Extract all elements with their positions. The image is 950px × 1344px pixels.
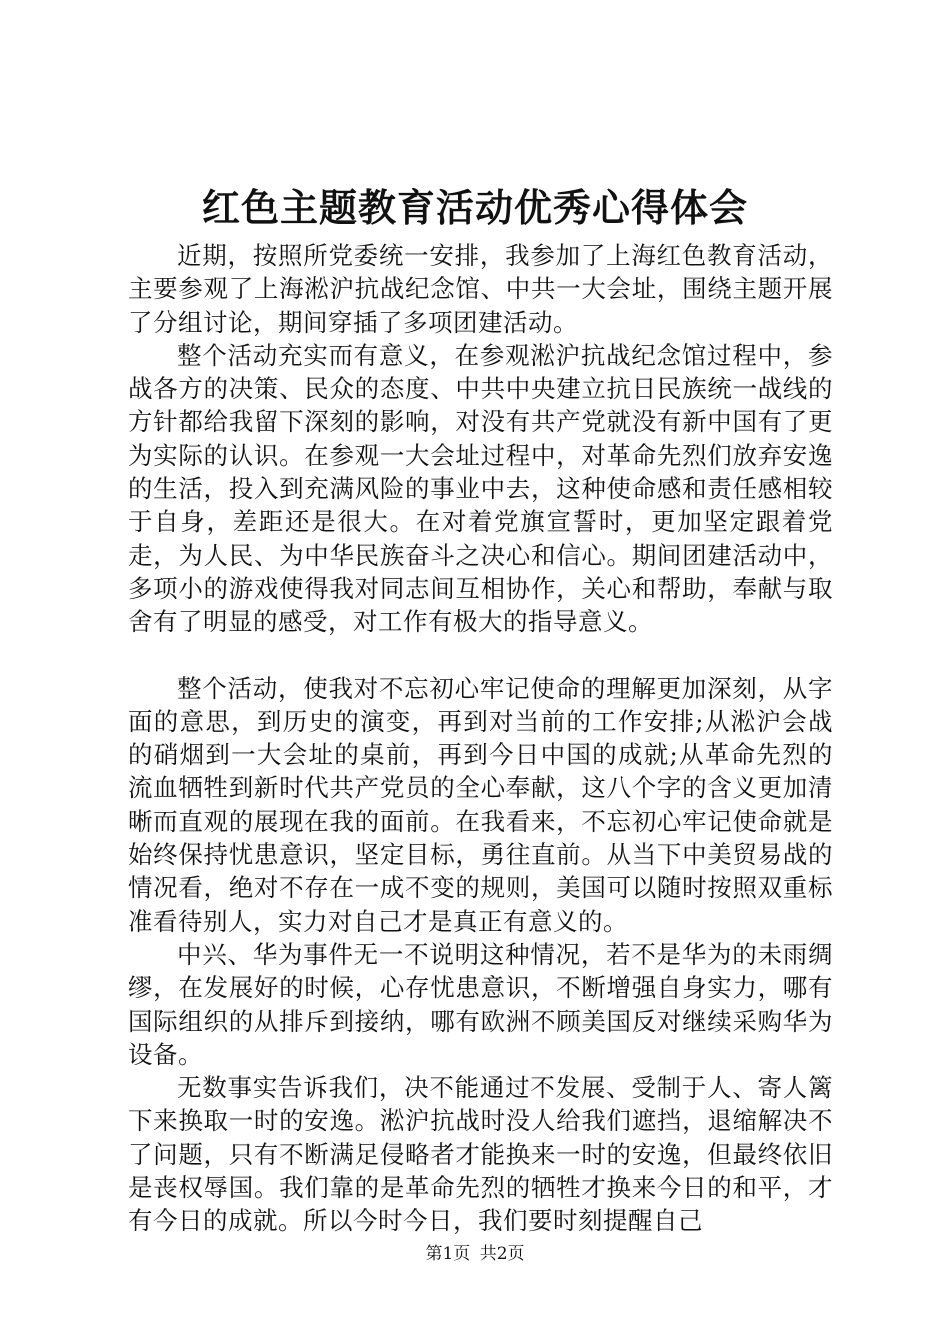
document-body [128,239,833,1238]
document-title: 红色主题教育活动优秀心得体会 [201,185,748,230]
paragraph-3: 整个活动，使我对不忘初心牢记使命的理解更加深刻，从字面的意思，到历史的演变，再到对当前的工作安排;从淞沪会战的硝烟到一大会址的桌前，再到今日中国的成就;从革命先烈的流血牺牲到新时代共产党员的全心奉献，这八个字的含义更加清晰而直观的展现在我的面前。在我看来，不忘初心牢记使命就是始终保持忧患意识，坚定目标，勇往直前。从当下中美贸易战的情况看，绝对不存在一成不变的规则，美国可以随时按照双重标准看待别人，实力对自己才是真正有意义的。 [128,673,833,936]
page-footer [0,1242,950,1266]
paragraph-5: 无数事实告诉我们，决不能通过不发展、受制于人、寄人篱下来换取一时的安逸。淞沪抗战时没人给我们遮挡，退缩解决不了问题，只有不断满足侵略者才能换来一时的安逸，但最终依旧是丧权辱国。我们靠的是革命先烈的牺牲才换来今日的和平，才有今日的成就。所以今时今日，我们要时刻提醒自己 [128,1073,833,1236]
page-number-current: 第1页 [425,1244,471,1264]
paragraph-2: 整个活动充实而有意义，在参观淞沪抗战纪念馆过程中，参战各方的决策、民众的态度、中共中央建立抗日民族统一战线的方针都给我留下深刻的影响，对没有共产党就没有新中国有了更为实际的认识。在参观一大会址过程中，对革命先烈们放弃安逸的生活，投入到充满风险的事业中去，这种使命感和责任感相较于自身，差距还是很大。在对着党旗宣誓时，更加坚定跟着党走，为人民、为中华民族奋斗之决心和信心。期间团建活动中，多项小的游戏使得我对同志间互相协作，关心和帮助，奉献与取舍有了明显的感受，对工作有极大的指导意义。 [128,340,833,637]
paragraph-1: 近期，按照所党委统一安排，我参加了上海红色教育活动，主要参观了上海淞沪抗战纪念馆、中共一大会址，围绕主题开展了分组讨论，期间穿插了多项团建活动。 [128,241,833,337]
paragraph-4: 中兴、华为事件无一不说明这种情况，若不是华为的未雨绸缪，在发展好的时候，心存忧患意识，不断增强自身实力，哪有国际组织的从排斥到接纳，哪有欧洲不顾美国反对继续采购华为设备。 [128,939,833,1069]
page-number-total: 共2页 [479,1244,525,1264]
